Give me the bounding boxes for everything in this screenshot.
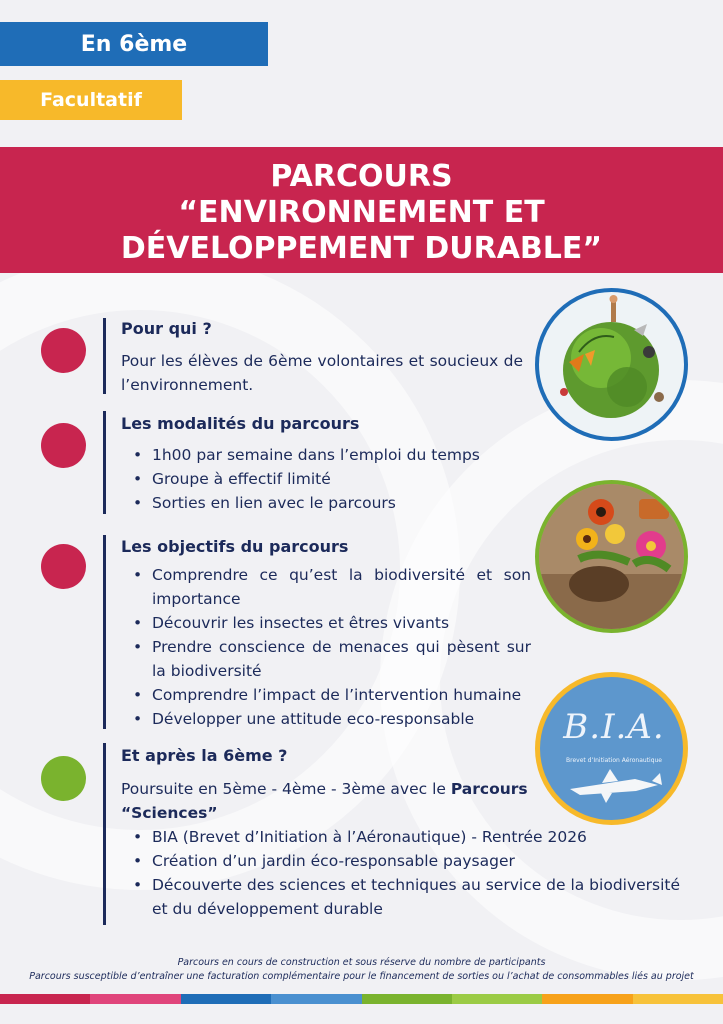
page-title-line-1: PARCOURS <box>270 159 453 194</box>
section-title-objectifs: Les objectifs du parcours <box>121 537 349 556</box>
flowers-illustration <box>539 484 684 629</box>
list-item: • Découverte des sciences et techniques au service de la biodiversité et du développement durable <box>133 873 698 921</box>
page-title-line-3: DÉVELOPPEMENT DURABLE” <box>120 231 603 266</box>
list-item: • Création d’un jardin éco-responsable paysager <box>133 849 698 873</box>
list-item: • Sorties en lien avec le parcours <box>133 491 533 515</box>
airplane-icon <box>540 677 683 820</box>
section-text-apres: Poursuite en 5ème - 4ème - 3ème avec le Parcours “Sciences” <box>121 780 528 822</box>
list-item: • Prendre conscience de menaces qui pèsent sur la biodiversité <box>133 635 531 683</box>
footer-note-1: Parcours en cours de construction et sous réserve du nombre de participants <box>177 957 546 968</box>
list-item: • Comprendre ce qu’est la biodiversité et son importance <box>133 563 531 611</box>
section-divider-line <box>103 743 106 925</box>
strip-segment <box>452 994 542 1004</box>
section-divider-line <box>103 318 106 394</box>
bia-logo-text: B.I.A. <box>563 707 665 747</box>
bia-subtitle: Brevet d’Initiation Aéronautique <box>566 757 662 764</box>
strip-segment <box>362 994 452 1004</box>
page-title-line-2: “ENVIRONNEMENT ET <box>178 195 545 230</box>
garden-flowers-image <box>535 480 688 633</box>
section-text-pour-qui: Pour les élèves de 6ème volontaires et soucieux de l’environnement. <box>121 352 523 394</box>
strip-segment <box>633 994 723 1004</box>
objectifs-list <box>133 563 531 731</box>
modalites-list <box>133 443 533 515</box>
list-item: • BIA (Brevet d’Initiation à l’Aéronautique) - Rentrée 2026 <box>133 825 698 849</box>
list-item: • Découvrir les insectes et êtres vivants <box>133 611 531 635</box>
section-marker-dot <box>41 423 86 468</box>
section-divider-line <box>103 535 106 729</box>
strip-segment <box>542 994 632 1004</box>
list-item: • Groupe à effectif limité <box>133 467 533 491</box>
footer-note-2: Parcours susceptible d’entraîner une facturation complémentaire pour le financement de sorties ou l’achat de consommables liés au projet <box>29 971 694 982</box>
strip-segment <box>0 994 90 1004</box>
list-item: • 1h00 par semaine dans l’emploi du temps <box>133 443 533 467</box>
list-item: • Développer une attitude eco-responsable <box>133 707 531 731</box>
color-strip <box>0 994 723 1004</box>
globe-illustration <box>539 292 684 437</box>
strip-segment <box>271 994 361 1004</box>
strip-segment <box>181 994 271 1004</box>
section-marker-dot <box>41 544 86 589</box>
bia-badge-image <box>535 672 688 825</box>
section-marker-dot <box>41 328 86 373</box>
section-title-pour-qui: Pour qui ? <box>121 319 212 338</box>
section-title-apres: Et après la 6ème ? <box>121 746 288 765</box>
parcours-sciences-label: Parcours “Sciences” <box>121 780 528 822</box>
title-banner <box>0 147 723 273</box>
section-marker-dot <box>41 756 86 801</box>
optional-tag: Facultatif <box>0 80 182 120</box>
section-title-modalites: Les modalités du parcours <box>121 414 360 433</box>
list-item: • Comprendre l’impact de l’intervention humaine <box>133 683 531 707</box>
biodiversity-globe-image <box>535 288 688 441</box>
section-divider-line <box>103 411 106 514</box>
strip-segment <box>90 994 180 1004</box>
level-tag: En 6ème <box>0 22 268 66</box>
apres-list <box>133 825 698 921</box>
